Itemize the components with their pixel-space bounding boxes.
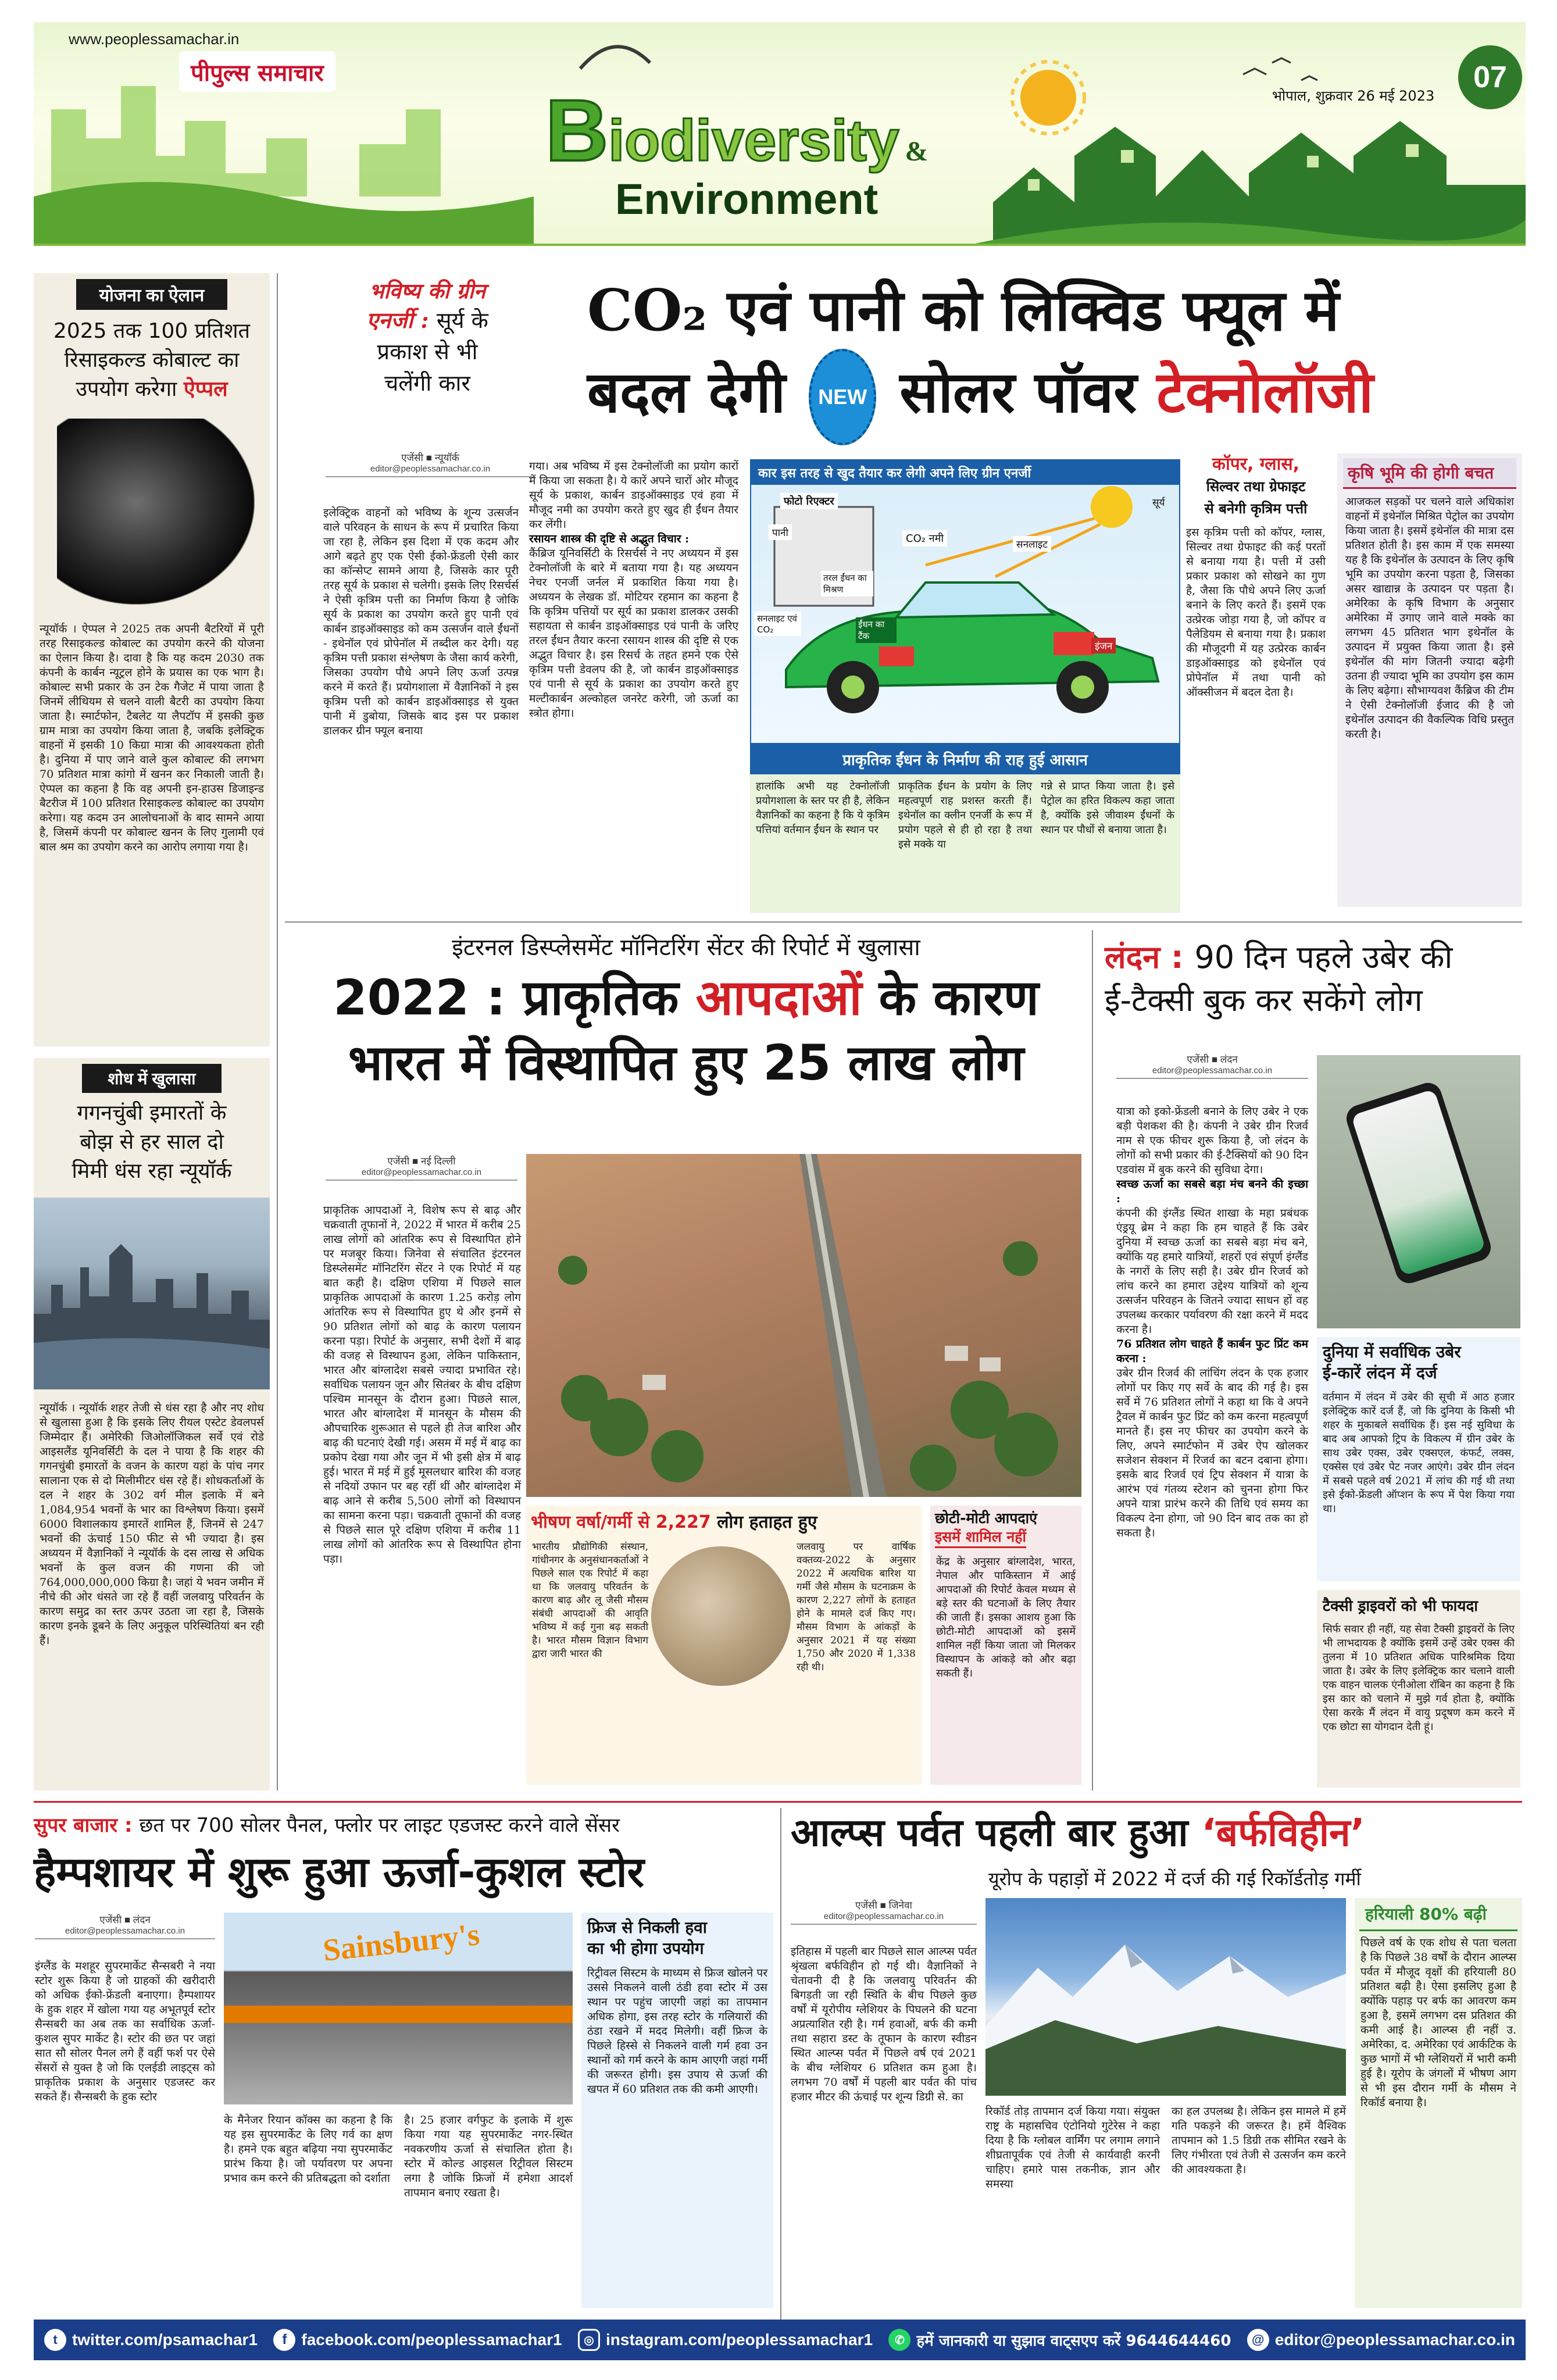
headline-accent: ऐप्पल — [183, 377, 228, 401]
title-line: फ्रिज से निकली हवा — [587, 1918, 708, 1937]
footer-instagram[interactable] — [578, 2329, 873, 2351]
alps-body-col1: इतिहास में पहली बार पिछले साल आल्प्स पर्वत श्रृंखला बर्फविहीन हो गई थी। वैज्ञानिकों ने चेतावनी दी है कि जलवायु परिवर्तन की बिगड़ती जा रही स्थिति के बीच पिछले कुछ वर्षों में यूरोपीय ग्लेशियर के पिघलने की घटना अप्रत्याशित रही है। गर्म हवाओं, बर्फ की कमी तथा सहारा डस्ट के तूफान के कारण स्वीडन स्थित आल्प्स पर्वत में पिछले वर्ष एवं 2021 के बीच ग्लेशियर 6 प्रतिशत कम हुआ है। लगभग 70 वर्षों में पहली बार पर्वत की पांच हजार मीटर की ऊंचाई पर शून्य डिग्री से. का — [791, 1945, 977, 2103]
store-body-col2: के मैनेजर रियान कॉक्स का कहना है कि यह इस सुपरमार्केट के लिए गर्व का क्षण है। हमने एक बहुत बढ़िया नया सुपरमार्केट प्रारंभ किया है। जो पर्यावरण पर अपना प्रभाव कम करने की प्रतिबद्धता को दर्शाता — [224, 2114, 392, 2185]
box-title: टैक्सी ड्राइवरों को भी फायदा — [1323, 1598, 1478, 1615]
smartphone — [1343, 1080, 1495, 1287]
box-left-text: भारतीय प्रौद्योगिकी संस्थान, गांधीनगर के अनुसंधानकर्ताओं ने पिछले साल एक रिपोर्ट में कहा था कि जलवायु परिवर्तन के कारण बाढ़ और लू जैसी मौसम संबंधी आपदाओं की आवृति भविष्य में कई गुना बढ़ सकती है। भारत मौसम विज्ञान विभाग द्वारा जारी भारत की — [532, 1541, 648, 1660]
solar-headline — [587, 273, 1517, 445]
kicker-text: छत पर 700 सोलर पैनल, फ्लोर पर लाइट एडजस्ट करने वाले सेंसर — [139, 1814, 620, 1837]
body-paragraph: उबेर ग्रीन रिजर्व की लांचिंग लंदन के एक हजार लोगों पर किए गए सर्वे के बाद की गई है। इस सर्वे में 76 प्रतिशत लोगों ने कहा था कि वे अपने ट्रैवल में कार्बन फुट प्रिंट को कम करना महत्वपूर्ण मानते हैं। इस नए फीचर का उपयोग करने के लिए, अपने स्मार्टफोन में उबेर ऐप खोलकर सजेशन सेक्शन में रिजर्व का बटन दबाना होगा। इसके बाद रिजर्व एवं ट्रिप सेक्शन में यात्रा के आरंभ एवं गंतव्य स्टेशन को चुनना होगा फिर अपने यात्रा प्रारंभ करने की तिथि एवं समय का विकल्प देना होगा, जो 90 दिन बाद तक का हो सकता है। — [1116, 1367, 1308, 1539]
title-line: दुनिया में सर्वाधिक उबेर — [1323, 1342, 1461, 1361]
alps-body-col3: का हल उपलब्ध है। लेकिन इस मामले में हमें गति पकड़ने की जरूरत है। हमें वैश्विक तापमान को 1.5 डिग्री तक सीमित रखने के लिए गंभीरता एवं तेजी से उत्सर्जन कम करने की आवश्यकता है। — [1172, 2105, 1346, 2176]
skyline-shapes — [34, 1198, 270, 1389]
disaster-kicker: इंटरनल डिस्प्लेसमेंट मॉनिटरिंग सेंटर की रिपोर्ट में खुलासा — [452, 934, 920, 961]
byline-agency: एजेंसी ■ जिनेवा — [855, 1900, 912, 1911]
byline-email[interactable]: editor@peoplessamachar.co.in — [370, 464, 491, 474]
uber-byline — [1116, 1052, 1308, 1079]
leaf-body: इस कृत्रिम पत्ती को कॉपर, ग्लास, सिल्वर तथा ग्रेफाइट की कई परतों से बनाया गया है। पत्ती में उसी प्रकार प्रकाश को सोखने का गुण है, जैसा कि पौधे अपने लिए ऊर्जा बनाने के लिए करते हैं। इसमें एक उत्प्रेरक जोड़ा गया है, जो कॉपर व पैलेडियम से बनाया गया है। प्रकाश की मौजूदगी में यह उत्प्रेरक कार्बन डाइऑक्साइड को इथेनॉल एवं प्रोपेनॉल में तथा पानी को ऑक्सीजन में बदल देता है। — [1186, 526, 1326, 699]
newyork-story — [34, 1058, 270, 1791]
kicker-line: प्रकाश से भी — [377, 339, 478, 364]
title-number: 2,227 — [655, 1512, 711, 1532]
story-headline — [34, 1093, 270, 1192]
newyork-body: न्यूयॉर्क । न्यूयॉर्क शहर तेजी से धंस रहा है और नए शोध से खुलासा हुआ है कि इसके लिए रीयल एस्टेट डेवलपर्स जिम्मेदार हैं। अमेरिकी जिओलॉजिकल सर्वे एवं रोडे आइसलैंड यूनिवर्सिटी के दल ने पाया है कि शहर की गगनचुंबी इमारतों के वजन के कारण यहां के पांच नगर सालाना एक से दो मिलीमीटर धंस रहे हैं। शोधकर्ताओं के दल ने शहर के 302 वर्ग मील इलाके में बने 1,084,954 भवनों के भार का विश्लेषण किया। इसमें 6000 विशालकाय इमारतें शामिल हैं, जिनमें से 247 भवनों की ऊंचाई 150 फीट से भी ज्यादा है। इस अध्ययन में वैज्ञानिकों ने न्यूयॉर्क के दस लाख से अधिक भवनों के कुल वजन की गणना की जो 764,000,000,000 किग्रा है। जहां ये भवन जमीन में नीचे की ओर धंसते जा रहे हैं वहीं जलवायु परिवर्तन के कारण समुद्र का स्तर ऊपर उठता जा रहा है, जिसके कारण इनके डूबने के लिए अनुकूल परिस्थितियां बन रही हैं। — [40, 1402, 264, 1647]
artificial-leaf-box — [1186, 453, 1326, 907]
band-title: प्राकृतिक ईंधन के निर्माण की राह हुई आसान — [750, 744, 1180, 774]
minor-body: केंद्र के अनुसार बांग्लादेश, भारत, नेपाल और पाकिस्तान में आई आपदाओं की रिपोर्ट केवल मध्यम से बड़े स्तर की घटनाओं के लिए तैयार की जाती हैं। इसका आशय हुआ कि छोटी-मोटी आपदाओं को इसमें शामिल नहीं किया जाता जो मिलकर विस्थापन के आंकड़े को और बढ़ा सकती हैं। — [936, 1556, 1076, 1679]
body-paragraph: गया। अब भविष्य में इस टेक्नोलॉजी का प्रयोग कारों में किया जा सकता है। ये कारें अपने चारों ओर मौजूद सूर्य के प्रकाश, कार्बन डाइऑक्साइड एवं हवा में मौजूद नमी का उपयोग करते हुए खुद ही ईंधन तैयार कर लेंगी। — [529, 460, 738, 531]
footer-facebook[interactable] — [273, 2329, 562, 2351]
diagram-label: इंजन — [1091, 638, 1116, 653]
disaster-body: प्राकृतिक आपदाओं ने, विशेष रूप से बाढ़ और चक्रवाती तूफानों ने, 2022 में भारत में करीब 25 लाख लोगों को आंतरिक रूप से विस्थापित होने पर मजबूर किया। जिनेवा से संचालित इंटरनल डिस्प्लेसमेंट मॉनिटरिंग सेंटर ने एक रिपोर्ट में यह बात कही है। दक्षिण एशिया में पिछले साल प्राकृतिक आपदाओं के कारण 1.25 करोड़ लोग आंतरिक रूप से विस्थापित हुए थे और इनमें से 90 प्रतिशत लोगों को बाढ़ के कारण पलायन करना पड़ा। रिपोर्ट के अनुसार, सभी देशों में बाढ़ की वजह से विस्थापन हुआ, लेकिन पाकिस्तान, भारत और बांग्लादेश सबसे ज्यादा प्रभावित रहे। सर्वाधिक पलायन जून और सितंबर के बीच दक्षिण पश्चिम मानसून के दौरान हुआ। पिछले साल, भारत और बांग्लादेश में मानसून के मौसम की औपचारिक शुरूआत से पहले ही तेज बारिश और बाढ़ की घटनाएं देखी गई। असम में मई में बाढ़ का प्रकोप देखा गया और जून में भी इसी क्षेत्र में बाढ़ हुई। भारत में मई में हुई मूसलधार बारिश की वजह से नदियों उफान पर बह रहीं थीं और बांग्लादेश में बाढ़ आने से करीब 5,500 लोगों को विस्थापन का सामना करना पड़ा। चक्रवाती तूफानों की वजह से पिछले साल पूरे दक्षिण एशिया में करीब 11 लाख लोगों को आंतरिक रूप से विस्थापित होना पड़ा। — [323, 1204, 521, 1566]
page-number-badge — [1458, 45, 1522, 109]
natural-fuel-band — [750, 744, 1180, 913]
box-title: हरियाली 80% बढ़ी — [1359, 1898, 1517, 1931]
store-body-col1: इंग्लैंड के मशहूर सुपरमार्केट सैन्सबरी ने नया स्टोर शुरू किया है जो ग्राहकों की खरीदारी को अधिक ईको-फ्रेंडली बनाएगा। हैम्पशायर के हुक शहर में खोला गया यह अभूतपूर्व स्टोर सैन्सबरी का अब तक का सर्वाधिक ऊर्जा-कुशल सुपर मार्केट है। स्टोर की छत पर जहां सात सौ सोलर पैनल लगे हैं वहीं फर्श पर ऐसे सेंसरों से युक्त है जो कि एलईडी लाइट्स को प्राकृतिक प्रकाश के अनुसार एडजस्ट कर सकते हैं। सैन्सबरी के हुक स्टोर — [35, 1960, 215, 2103]
store-headline: हैम्पशायर में शुरू हुआ ऊर्जा-कुशल स्टोर — [34, 1847, 644, 1896]
paper-logo — [179, 51, 335, 92]
headline-line: गगनचुंबी इमारतों के — [77, 1101, 227, 1125]
body-subhead: स्वच्छ ऊर्जा का सबसे बड़ा मंच बनने की इच्छा : — [1116, 1178, 1308, 1205]
diagram-label: सनलाइट — [1013, 536, 1051, 552]
headline-line: बोझ से हर साल दो — [80, 1130, 224, 1154]
store-body-col3: है। 25 हजार वर्गफुट के इलाके में शुरू किया गया यह सुपरमार्केट नगर-स्थित नवकरणीय ऊर्जा से संचालित होता है। स्टोर में कोल्ड आइसल रिट्रीवल सिस्टम लगा है जोकि फ्रिजों में हमेशा आदर्श तापमान बनाए रखता है। — [404, 2114, 573, 2199]
alps-body-col2: रिकॉर्ड तोड़ तापमान दर्ज किया गया। संयुक्त राष्ट्र के महासचिव एंटोनियो गुटेरेस ने कहा दिया है कि ग्लोबल वार्मिंग पर लगाम लगाने शीघ्रतापूर्वक एवं तेजी से कार्यवाही करनी चाहिए। हमारे पास तकनीक, ज्ञान और समस्या — [985, 2105, 1160, 2190]
kicker-line: चलेंगी कार — [384, 370, 470, 396]
box-title — [1186, 453, 1326, 520]
uber-headline — [1105, 936, 1523, 1022]
agri-land-box — [1337, 453, 1522, 907]
kicker-text: सूर्य के — [436, 308, 488, 333]
footer-whatsapp[interactable] — [888, 2329, 1231, 2351]
agri-body: आजकल सड़कों पर चलने वाले अधिकांश वाहनों में इथेनॉल मिश्रित पेट्रोल का उपयोग किया जाता है। इसमें इथेनॉल की मात्रा दस प्रतिशत होती है। इस काम में एक समस्या यह है कि इथेनॉल के उत्पादन के लिए कृषि भूमि का उपयोग करना पड़ता है, जिसका असर खाद्यान्न के उत्पादन पर पड़ता है। अमेरिका के कृषि विभाग के अनुसार अमेरिका में उगाए जाने वाले मक्के का लगभग 45 प्रतिशत भाग इथेनॉल के उत्पादन में प्रयुक्त किया जाता है। इसे इथेनॉल की मांग जितनी ज्यादा बढ़ेगी उतना ही ज्यादा भूमि का उपयोग इस काम के लिए बढ़ेगा। सौभाग्यवश कैंब्रिज की टीम ने ऐसी टेक्नोलॉजी ईजाद की है जो इथेनॉल उत्पादन की वैकल्पिक विधि प्रस्तुत करती है। — [1345, 495, 1514, 741]
store-byline — [35, 1913, 215, 1939]
alps-headline — [791, 1805, 1522, 1861]
whatsapp-number[interactable]: हमें जानकारी या सुझाव वाट्सएप करें 9644644460 — [916, 2332, 1231, 2350]
fridge-air-box — [581, 1913, 773, 2308]
headline-part: 90 दिन पहले उबेर की — [1194, 939, 1453, 975]
section-title-amp: & — [905, 136, 929, 167]
body-subhead: रसायन शास्त्र की दृष्टि से अद्भुत विचार : — [529, 533, 690, 545]
byline-agency: एजेंसी ■ लंदन — [1187, 1054, 1238, 1065]
email-link[interactable]: editor@peoplessamachar.co.in — [1274, 2331, 1515, 2349]
greenery-box — [1355, 1898, 1522, 2308]
email-icon: @ — [1247, 2329, 1269, 2351]
byline-email[interactable]: editor@peoplessamachar.co.in — [1152, 1066, 1273, 1075]
title-line: ई-कारें लंदन में दर्ज — [1323, 1363, 1437, 1382]
flood-aerial-photo — [526, 1154, 1081, 1497]
kicker-line: भविष्य की ग्रीन — [369, 279, 485, 303]
body-paragraph: कैंब्रिज यूनिवर्सिटी के रिसर्चर्स ने नए अध्ययन में इस टेक्नोलॉजी के बारे में बताया गया है। यह अध्ययन नेचर एनर्जी जर्नल में प्रकाशित किया गया है। अध्ययन के लेखक डॉ. मोटियर रहमान का कहना है कि कृत्रिम पत्तियों पर सूर्य का प्रकाश डालकर उसकी सहायता से कार्बन डाइऑक्साइड एवं पानी के जरिए तरल ईंधन तैयार करना रसायन शास्त्र की दृष्टि से एक अद्भुत विचार है। इस रिसर्च के तहत हमने एक ऐसे कृत्रिम पत्ती डेवलप की है, जो कार्बन डाइऑक्साइड एवं पानी से सूर्य के प्रकाश का उपयोग करते हुए मल्टीकार्बन अल्कोहल जनरेट करेगी, जो ऊर्जा का स्त्रोत होगा। — [529, 547, 738, 720]
headline-line-1: CO₂ एवं पानी को लिक्विड फ्यूल में — [587, 277, 1340, 344]
phone-app-photo — [1317, 1055, 1520, 1328]
story-headline — [34, 310, 270, 411]
byline-agency: एजेंसी ■ न्यूयॉर्क — [401, 452, 459, 463]
byline-email[interactable]: editor@peoplessamachar.co.in — [823, 1911, 944, 1921]
byline-email[interactable]: editor@peoplessamachar.co.in — [65, 1926, 185, 1936]
section-divider — [285, 921, 1522, 923]
section-title-word: iodiversity — [608, 108, 899, 173]
new-badge: NEW — [809, 349, 876, 445]
column-divider — [1092, 930, 1093, 1791]
kicker-accent: एनर्जी : — [366, 307, 437, 333]
diagram-label: पानी — [769, 524, 792, 540]
headline-line-2: ई-टैक्सी बुक कर सकेंगे लोग — [1105, 982, 1423, 1019]
title-line: कॉपर, ग्लास, — [1212, 454, 1300, 474]
headline-line-1 — [1105, 936, 1523, 979]
column-divider — [780, 1808, 781, 2320]
alps-subheadline: यूरोप के पहाड़ों में 2022 में दर्ज की गई रिकॉर्डतोड़ गर्मी — [988, 1868, 1361, 1890]
byline-agency: एजेंसी ■ लंदन — [99, 1914, 151, 1925]
band-col: हालांकि अभी यह टेक्नोलॉजी प्रयोगशाला के स्तर पर ही है, लेकिन वैज्ञानिकों का कहना है कि ये कृत्रिम पत्तियां वर्तमान ईंधन के स्थान पर — [756, 780, 890, 836]
twitter-icon: t — [44, 2329, 66, 2351]
flood-water-photo — [651, 1546, 791, 1686]
diagram-label: सनलाइट एवं CO₂ — [755, 612, 801, 636]
body-paragraph: यात्रा को इको-फ्रेंडली बनाने के लिए उबेर ने एक बड़ी पेशकश की है। कंपनी ने उबेर ग्रीन रिजर्व नाम से एक फीचर शुरू किया है, जो लंदन के लोगों को सभी प्रकार की ई-टैक्सियों को 90 दिन एडवांस में बुक करने की सुविधा देगा। — [1116, 1105, 1308, 1176]
box-body: पिछले वर्ष के एक शोध से पता चलता है कि पिछले 38 वर्षों के दौरान आल्प्स पर्वत में मौजूद वृक्षों की हरियाली 80 प्रतिशत बढ़ी है। ऐसा इसलिए हुआ है क्योंकि पहाड़ पर बर्फ का आवरण कम हुआ है, इसमें लगभग दस प्रतिशत की कमी आई है। आल्प्स ही नहीं उ. अमेरिका, द. अमेरिका एवं आर्कटिक के कुछ भागों में भी ग्लेशियरों में भारी कमी हुई है। यूरोप के जंगलों में भीषण आग से भी इस दौरान गर्मी के मौसम ने रिकॉर्ड बनाया है। — [1360, 1936, 1516, 2109]
section-subtitle: Environment — [615, 175, 879, 223]
footer-twitter[interactable] — [44, 2329, 258, 2351]
headline-part: सोलर पॉवर — [899, 359, 1137, 426]
footer-email[interactable] — [1247, 2329, 1515, 2351]
box-body: वर्तमान में लंदन में उबेर की सूची में आठ हजार इलेक्ट्रिक कारें दर्ज हैं, जो कि दुनिया के किसी भी शहर के मुकाबले सर्वाधिक हैं। इस नई सुविधा के बाद अब आपको ट्रिप के विकल्प में ग्रीन उबेर के साथ उबेर एक्स, उबेर एक्सएल, कंफर्ट, लक्स, एक्सेस एवं उबेर पेट नजर आएंगे। उबेर ग्रीन लंदन में सबसे पहले वर्ष 2021 में लांच की गई थी तथा इसे ईको-फ्रेंडली ऑप्शन के रूप में पेश किया गया था। — [1323, 1391, 1515, 1515]
headline-line — [40, 375, 264, 404]
headline-line: रिसाइकल्ड कोबाल्ट का — [64, 348, 240, 372]
body-paragraph: कंपनी की इंग्लैंड स्थित शाखा के महा प्रबंधक एंड्रयू ब्रेम ने कहा कि हम चाहते हैं कि उबेर दुनिया में स्वच्छ ऊर्जा का सबसे बड़ा मंच बने, क्योंकि यह हमारे यात्रियों, शहरों एवं संपूर्ण इंग्लैंड के नगरों के लिए सही है। उबेर ग्रीन रिजर्व को लांच करने का हमारा उद्देश्य यात्रियों को शून्य उत्सर्जन परिवहन के जितने ज्यादा साधन हों वह उपलब्ध करकार पर्यावरण की रक्षा करने में मदद करना है। — [1116, 1207, 1308, 1336]
store-facade — [224, 2006, 573, 2023]
sainsburys-store-photo — [224, 1913, 573, 2104]
driver-benefit-box — [1317, 1590, 1520, 1788]
masthead — [34, 22, 1526, 246]
headline-line-2: भारत में विस्थापित हुए 25 लाख लोग — [348, 1034, 1024, 1091]
uber-london-box — [1317, 1337, 1520, 1581]
title-part: लोग हताहत हुए — [710, 1512, 817, 1532]
headline-part: बदल देगी — [587, 359, 786, 426]
kicker-line — [302, 305, 552, 336]
section-divider — [34, 1801, 1522, 1803]
box-body: सिर्फ सवार ही नहीं, यह सेवा टैक्सी ड्राइवरों के लिए भी लाभदायक है क्योंकि इसमें उन्हें उबेर एक्स की तुलना में 10 प्रतिशत अधिक पारिश्रमिक दिया जाता है। उबेर के लिए इलेक्ट्रिक कार चलाने वाली एक वाहन चालक एंनीओला रॉबिन का कहना है कि इस कार को चलाने में मुझे गर्व होता है, क्योंकि ऐसा करके मैं लंदन में वायु प्रदूषण कम करने में एक छोटा सा योगदान देती हूं। — [1323, 1623, 1515, 1733]
website-url[interactable]: www.peoplessamachar.in — [69, 30, 240, 48]
headline-place: लंदन : — [1105, 939, 1195, 975]
title-line: सिल्वर तथा ग्रेफाइट — [1206, 478, 1306, 495]
headline-part: के कारण — [862, 969, 1039, 1026]
paper-name: पीपुल्स समाचार — [191, 59, 324, 87]
solar-byline — [326, 451, 535, 477]
whatsapp-icon: ✆ — [888, 2329, 910, 2351]
diagram-label: सूर्य — [1152, 497, 1165, 509]
facebook-link[interactable]: facebook.com/peoplessamachar1 — [301, 2331, 562, 2349]
solar-body-col2 — [529, 459, 738, 721]
headline-line-1 — [291, 965, 1081, 1030]
headline-line-2 — [587, 349, 1517, 445]
twitter-link[interactable]: twitter.com/psamachar1 — [72, 2331, 258, 2349]
disaster-byline — [326, 1154, 517, 1181]
body-subhead: 76 प्रतिशत लोग चाहते हैं कार्बन फुट प्रिंट कम करना : — [1116, 1338, 1308, 1365]
headline-accent: आपदाओं — [695, 969, 862, 1026]
headline-accent: ‘बर्फविहीन’ — [1201, 1810, 1365, 1855]
headline-accent: टेक्नोलॉजी — [1156, 359, 1374, 426]
cobalt-ore-photo — [57, 419, 255, 605]
box-body: रिट्रीवल सिस्टम के माध्यम से फ्रिज खोलने पर उससे निकलने वाली ठंडी हवा स्टोर में उस स्थान पर पहुंच जाएगी जहां का तापमान अधिक होगा, इस तरह स्टोर के गलियारों की ठंडा रखने में मदद मिलेगी। वहीं फ्रिज के पिछले हिस्से से निकलने वाली गर्म हवा उन स्थानों को गर्म करने के काम आएगी जहां गर्मी की जरूरत होगी। इस उपाय से ऊर्जा की खपत में 60 प्रतिशत तक की कमी आएगी। — [587, 1967, 767, 2096]
title-line: इसमें शामिल नहीं — [935, 1528, 1026, 1548]
store-kicker — [34, 1811, 772, 1838]
box-title — [1317, 1337, 1520, 1388]
byline-email[interactable]: editor@peoplessamachar.co.in — [361, 1167, 482, 1177]
title-part: भीषण वर्षा/गर्मी से — [531, 1512, 656, 1532]
minor-disasters-box — [930, 1506, 1081, 1785]
kicker-accent: सुपर बाजार : — [34, 1814, 140, 1837]
headline-line: 2025 तक 100 प्रतिशत — [53, 319, 251, 343]
instagram-icon: ◎ — [578, 2329, 600, 2351]
solar-body-col1: इलेक्ट्रिक वाहनों को भविष्य के शून्य उत्सर्जन वाले परिवहन के साधन के रूप में प्रचारित किया जा रहा है, लेकिन इस दिशा में एक कदम और आगे बढ़ते हुए एक ऐसी ईको-फ्रेंडली ऐसी कार का कॉन्सेप्ट सामने आया है, जिसके कार पूरी तरह सूर्य के प्रकाश से चलेगी। इसके लिए रिसर्चर्स ने ऐसी कृत्रिम पत्ती का निर्माण किया है जोकि सूर्य के प्रकाश का उपयोग करते हुए पानी एवं कार्बन डाइऑक्साइड को कम उत्सर्जन वाले ईंधनों - इथेनॉल एवं प्रोपेनॉल में तब्दील कर देगी। यह कृत्रिम पत्ती प्रकाश संश्लेषण के जैसा कार्य करेगी, जिसका उपयोग पौधे अपने लिए ऊर्जा उत्पन्न करने में करते हैं। प्रयोगशाला में वैज्ञानिकों ने इस कृत्रिम पत्ती को कार्बन डाइऑक्साइड से युक्त पानी में डुबोया, जिसके बाद इस पर प्रकाश डालकर ग्रीन फ्यूल बनाया — [323, 506, 519, 737]
facebook-icon: f — [273, 2329, 295, 2351]
title-line: छोटी-मोटी आपदाएं — [935, 1510, 1037, 1527]
green-car-diagram — [750, 459, 1180, 744]
apple-story — [34, 273, 270, 1046]
box-title — [930, 1506, 1081, 1552]
section-title-initial: B — [545, 81, 609, 179]
flood-scene — [526, 1154, 1081, 1497]
story-tag: योजना का ऐलान — [76, 279, 227, 310]
box-title — [581, 1913, 773, 1964]
diagram-label: CO₂ नमी — [902, 530, 947, 546]
headline-part: 2022 : प्राकृतिक — [333, 969, 696, 1026]
column-divider — [277, 273, 278, 1791]
dateline: भोपाल, शुक्रवार 26 मई 2023 — [1272, 88, 1435, 104]
apple-body: न्यूयॉर्क । ऐप्पल ने 2025 तक अपनी बैटरियों में पूरी तरह रिसाइकल्ड कोबाल्ट का उपयोग करने की योजना का ऐलान किया है। दावा है कि यह कदम 2030 तक कंपनी के कार्बन न्यूट्रल होने के प्रयास का एक भाग है। कोबाल्ट सभी प्रकार के उन टेक गैजेट में पाया जाता है जिनमें लीथियम से चलने वाली बैटरी का उपयोग किया जाता है। स्मार्टफोन, टैबलेट या लैपटॉप में इसकी कुछ ग्राम मात्रा का उपयोग किया जाता है, जबकि इलेक्ट्रिक वाहनों में इसकी 10 किग्रा मात्रा की आवश्यकता होती है। दुनिया में पाए जाने वाले कुल कोबाल्ट की लगभग 70 प्रतिशत मात्रा कांगो में खनन कर निकाली जाती है। ऐप्पल का कहना है कि वह अपनी इन-हाउस डिजाइन्ड बैटरीज में 100 प्रतिशत रिसाइकल्ड कोबाल्ट का उपयोग करेगा। यह कदम उन आलोचनाओं के बाद सामने आया है, जिसमें कंपनी पर कोबाल्ट खनन के लिए गुलामी एवं बाल श्रम का उपयोग करने का आरोप लगाया गया है। — [40, 623, 264, 853]
alps-mountains-photo — [985, 1898, 1346, 2096]
band-col: प्राकृतिक ईंधन के प्रयोग के लिए महत्वपूर्ण राह प्रशस्त करती हैं। इथेनॉल का क्लीन एनर्जी के रूप में प्रयोग पहले से ही हो रहा है तथा इसे मक्के या — [898, 780, 1032, 850]
footer-bar — [34, 2320, 1526, 2360]
section-title — [545, 80, 929, 181]
diagram-label: ईंधन का टैंक — [856, 617, 897, 643]
box-title — [526, 1506, 922, 1536]
box-title: कृषि भूमि की होगी बचत — [1343, 458, 1516, 489]
story-tag: शोध में खुलासा — [82, 1064, 222, 1093]
alps-byline — [791, 1898, 977, 1925]
car-illustration — [751, 484, 1181, 745]
heat-casualty-box — [526, 1506, 922, 1785]
disaster-headline — [291, 965, 1081, 1095]
band-col: गन्ने से प्राप्त किया जाता है। इसे पेट्रोल का हरित विकल्प कहा जाता है, क्योंकि इसे जीवाश्म ईंधनों के स्थान पर पौधों से बनाया जाता है। — [1041, 780, 1174, 836]
solar-kicker — [302, 276, 552, 399]
box-right-text: जलवायु पर वार्षिक वक्तव्य-2022 के अनुसार 2022 में अत्यधिक बारिश या गर्मी जैसे मौसम के घटनाक्रम के कारण 2,227 लोगों के हताहत होने के मामले दर्ज किए गए। मौसम विभाग के आंकड़ों के अनुसार 2021 में यह संख्या 1,750 और 2020 में 1,338 रही थी। — [797, 1541, 916, 1673]
page-number: 07 — [1473, 60, 1507, 94]
newyork-skyline-photo — [34, 1198, 270, 1389]
title-line: से बनेगी कृत्रिम पत्ती — [1204, 501, 1308, 517]
byline-agency: एजेंसी ■ नई दिल्ली — [387, 1156, 456, 1167]
headline-text: उपयोग करेगा — [76, 377, 184, 401]
store-sign: Sainsbury's — [321, 1917, 481, 1968]
title-line: का भी होगा उपयोग — [587, 1939, 704, 1958]
mountain-shapes — [985, 1898, 1346, 2096]
phone-screen-map — [1351, 1089, 1486, 1276]
headline-part: आल्प्स पर्वत पहली बार हुआ — [791, 1810, 1202, 1855]
uber-body — [1116, 1105, 1308, 1541]
diagram-title: कार इस तरह से खुद तैयार कर लेगी अपने लिए ग्रीन एनर्जी — [751, 460, 1179, 485]
diagram-label: फोटो रिएक्टर — [780, 493, 838, 509]
headline-line: मिमी धंस रहा न्यूयॉर्क — [72, 1159, 232, 1183]
instagram-link[interactable]: instagram.com/peoplessamachar1 — [605, 2331, 873, 2349]
diagram-label: तरल ईंधन का मिश्रण — [821, 571, 873, 596]
